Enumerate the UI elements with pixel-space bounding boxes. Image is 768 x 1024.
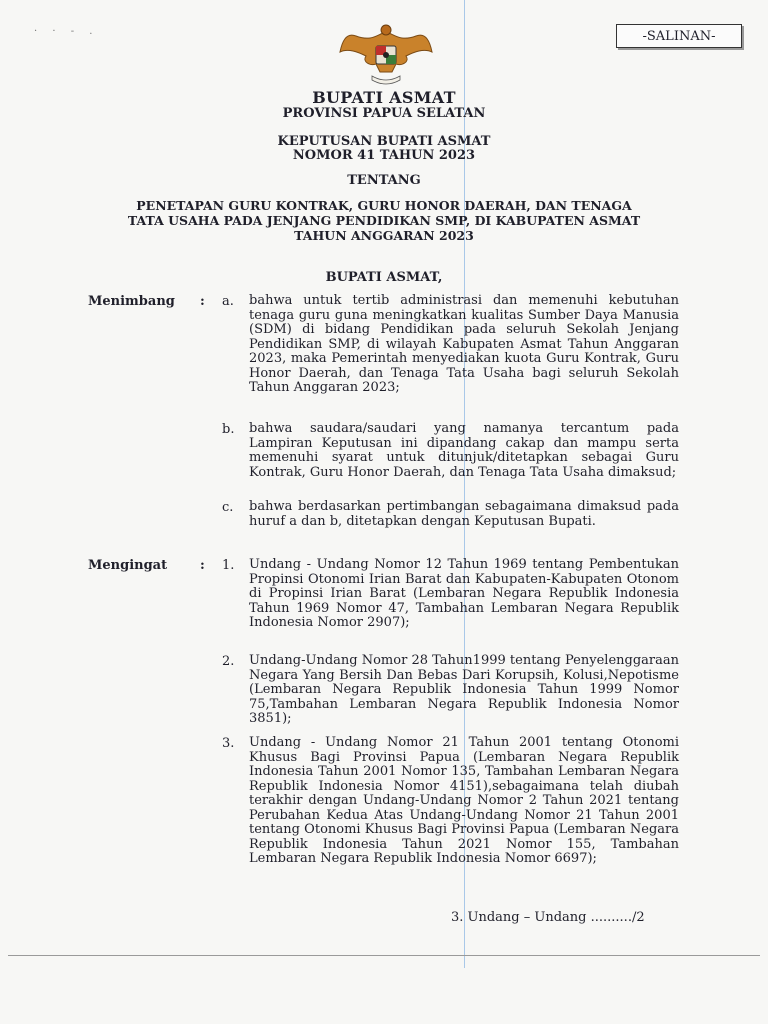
decree-title: KEPUTUSAN BUPATI ASMAT [277,134,491,149]
scan-specks: · · - . [34,26,99,37]
mengingat-item-text: Undang - Undang Nomor 12 Tahun 1969 tentang Pembentukan Propinsi Otonomi Irian Barat dan Kabupaten-Kabupaten Otonom di Propinsi Irian Barat (Lembaran Negara Republik Indonesia Tahun 1969 Nomor 47, Tambahan Lembaran Negara Republik Indonesia Nomor 2907); [249,557,679,630]
garuda-pancasila-emblem-icon [336,22,436,88]
mengingat-item-marker: 3. [222,736,235,751]
authority-heading: BUPATI ASMAT, [325,270,443,285]
menimbang-item-text: bahwa berdasarkan pertimbangan sebagaimana dimaksud pada huruf a dan b, ditetapkan dengan Keputusan Bupati. [249,499,679,529]
menimbang-item-marker: c. [222,500,234,515]
issuer-title: BUPATI ASMAT [312,88,456,107]
mengingat-item-text: Undang-Undang Nomor 28 Tahun1999 tentang Penyelenggaraan Negara Yang Bersih Dan Bebas Dari Korupsih, Kolusi,Nepotisme (Lembaran Negara Republik Indonesia Tahun 1999 Nomor 75,Tambahan Lembaran Negara Republik Indonesia Nomor 3851); [249,653,679,726]
tentang-heading: TENTANG [347,173,421,188]
mengingat-label: Mengingat [88,558,168,573]
menimbang-colon: : [200,294,205,309]
salinan-stamp: -SALINAN- [616,24,742,48]
subject-line: PENETAPAN GURU KONTRAK, GURU HONOR DAERAH, DAN TENAGA [136,198,632,213]
province-name: PROVINSI PAPUA SELATAN [282,106,486,121]
mengingat-item-marker: 1. [222,558,235,573]
menimbang-item-text: bahwa saudara/saudari yang namanya tercantum pada Lampiran Keputusan ini dipandang cakap dan mampu serta memenuhi syarat untuk ditunjuk/ditetapkan sebagai Guru Kontrak, Guru Honor Daerah, dan Tenaga Tata Usaha dimaksud; [249,421,679,480]
menimbang-item-marker: a. [222,294,234,309]
decree-number: NOMOR 41 TAHUN 2023 [292,148,476,163]
mengingat-colon: : [200,558,205,573]
next-page-catchword: 3. Undang – Undang ........../2 [451,910,645,925]
mengingat-item-text: Undang - Undang Nomor 21 Tahun 2001 tentang Otonomi Khusus Bagi Provinsi Papua (Lembaran Negara Republik Indonesia Tahun 2001 Nomor 135, Tambahan Lembaran Negara Republik Indonesia Nomor 4151),sebagaimana telah diubah terakhir dengan Undang-Undang Nomor 2 Tahun 2021 tentang Perubahan Kedua Atas Undang-Undang Nomor 21 Tahun 2001 tentang Otonomi Khusus Bagi Provinsi Papua (Lembaran Negara Republik Indonesia Tahun 2021 Nomor 155, Tambahan Lembaran Negara Republik Indonesia Nomor 6697); [249,735,679,866]
subject-line: TAHUN ANGGARAN 2023 [294,228,474,243]
decree-subject [0,198,768,243]
menimbang-label: Menimbang [88,294,175,309]
menimbang-item-text: bahwa untuk tertib administrasi dan memenuhi kebutuhan tenaga guru guna meningkatkan kualitas Sumber Daya Manusia (SDM) di bidang Pendidikan pada seluruh Sekolah Jenjang Pendidikan SMP, di wilayah Kabupaten Asmat Tahun Anggaran 2023, maka Pemerintah menyediakan kuota Guru Kontrak, Guru Honor Daerah, dan Tenaga Tata Usaha bagi seluruh Sekolah Tahun Anggaran 2023; [249,293,679,395]
subject-line: TATA USAHA PADA JENJANG PENDIDIKAN SMP, DI KABUPATEN ASMAT [127,213,641,228]
mengingat-item-marker: 2. [222,654,235,669]
menimbang-item-marker: b. [222,422,235,437]
page-bottom-edge [8,955,760,956]
